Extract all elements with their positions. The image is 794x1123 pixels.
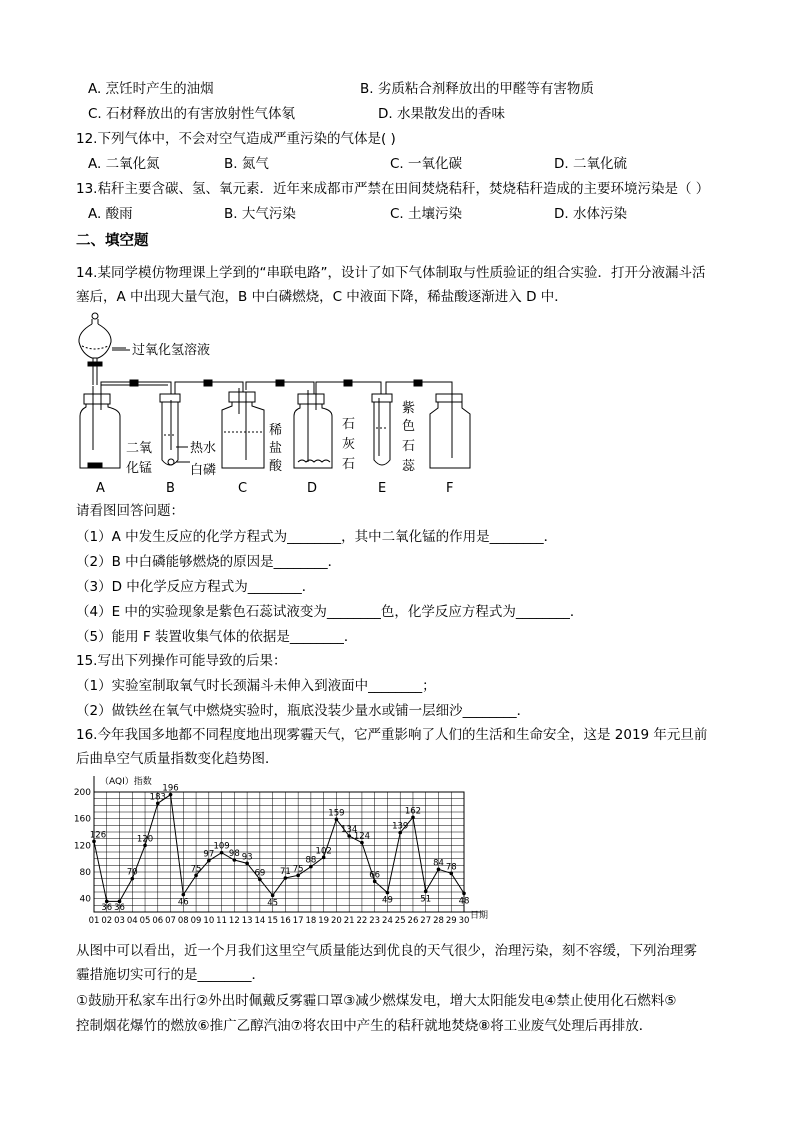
x-tick-label: 05 [139,916,151,926]
q16-stem-line1: 16.今年我国多地都不同程度地出现雾霾天气，它严重影响了人们的生活和生命安全，这是 2019 年元旦前 [76,727,708,743]
x-tick-label: 03 [114,916,125,926]
q14-prompt: 请看图回答问题： [76,503,184,519]
q15-sub2: （2）做铁丝在氧气中燃烧实验时，瓶底没装少量水或铺一层细沙________． [76,703,531,719]
y-tick-label: 80 [79,868,91,878]
x-tick-label: 02 [101,916,113,926]
x-tick-label: 29 [445,916,457,926]
data-label: 75 [190,864,202,875]
x-tick-label: 21 [343,916,355,926]
label-e2: 色 [402,419,416,434]
data-label: 124 [353,831,371,842]
q13-option-b: B. 大气污染 [224,206,296,222]
aqi-chart-svg [72,768,492,934]
letter-b: B [166,481,175,496]
data-point [182,893,186,897]
x-tick-label: 04 [126,916,138,926]
aqi-chart [72,768,492,934]
data-label: 75 [292,864,304,875]
data-label: 36 [101,903,113,913]
funnel-label: 过氧化氢溶液 [132,343,211,358]
y-tick-label: 160 [73,814,91,825]
data-point [271,894,275,898]
label-d2: 灰 [342,437,356,452]
letter-d: D [307,481,318,496]
q14-sub3: （3）D 中化学反应方程式为________． [76,579,316,595]
data-label: 139 [392,821,409,832]
x-tick-label: 22 [356,916,368,926]
data-label: 51 [420,894,432,905]
data-label: 183 [149,792,166,803]
x-tick-label: 27 [420,916,432,926]
q16-stem-line2: 后曲阜空气质量指数变化趋势图． [76,751,279,767]
x-tick-label: 24 [382,916,393,926]
label-c1: 稀 [269,423,283,438]
x-tick-label: 19 [318,916,330,926]
x-tick-label: 26 [407,916,419,926]
data-point [386,891,390,895]
data-point [424,890,428,894]
x-tick-label: 28 [433,916,444,926]
y-tick-label: 200 [73,788,91,798]
x-tick-label: 12 [228,916,240,926]
data-label: 49 [382,895,393,906]
data-label: 134 [341,825,358,835]
letter-e: E [378,481,387,496]
data-label: 196 [162,783,179,794]
q12-stem: 12.下列气体中，不会对空气造成严重污染的气体是( ) [76,131,396,147]
q12-option-b: B. 氮气 [224,156,269,172]
y-axis-label: （AQI）指数 [100,777,152,787]
x-tick-label: 14 [254,916,266,926]
q16-measures-line1: ①鼓励开私家车出行②外出时佩戴反雾霾口罩③减少燃煤发电，增大太阳能发电④禁止使用化石燃料⑤ [76,993,677,1009]
label-d1: 石 [342,417,356,432]
q12-option-a: A. 二氧化氮 [88,156,160,172]
section-title: 二、填空题 [76,233,149,249]
data-label: 98 [228,849,240,859]
x-tick-label: 20 [330,916,342,926]
data-label: 88 [305,855,317,866]
x-tick-label: 06 [152,916,164,926]
x-tick-label: 01 [88,916,100,926]
label-c2: 盐 [269,441,283,456]
x-tick-label: 23 [369,916,381,926]
q11-option-d: D. 水果散发出的香味 [378,106,505,122]
label-e3: 石 [402,439,416,454]
x-tick-label: 11 [216,916,228,926]
q14-sub2: （2）B 中白磷能够燃烧的原因是________． [76,554,342,570]
q15-sub1: （1）实验室制取氧气时长颈漏斗未伸入到液面中________； [76,678,436,694]
letter-c: C [238,481,248,496]
q14-sub4: （4）E 中的实验现象是紫色石蕊试液变为________色，化学反应方程式为________． [76,604,584,620]
data-label: 78 [445,862,457,873]
apparatus-diagram [76,310,476,498]
label-d3: 石 [342,457,356,472]
q15-stem: 15.写出下列操作可能导致的后果： [76,653,287,669]
data-label: 71 [279,867,291,877]
x-tick-label: 30 [458,916,470,926]
y-tick-label: 40 [79,894,91,905]
q12-option-d: D. 二氧化硫 [554,156,627,172]
data-label: 48 [458,896,470,907]
data-label: 69 [254,868,266,879]
label-a1: 二氧 [126,441,153,456]
data-label: 126 [89,830,107,841]
data-label: 162 [404,806,422,817]
data-label: 97 [203,849,215,860]
q11-option-b: B. 劣质粘合剂释放出的甲醛等有害物质 [360,81,594,97]
data-point [462,892,466,896]
x-tick-label: 09 [190,916,202,926]
x-tick-label: 08 [177,916,189,926]
x-tick-label: 25 [394,916,406,926]
x-tick-label: 10 [203,916,215,926]
q14-stem-line1: 14.某同学模仿物理课上学到的“串联电路”，设计了如下气体制取与性质验证的组合实验．打开分液漏斗活 [76,265,706,281]
x-tick-label: 18 [305,916,317,926]
q12-option-c: C. 一氧化碳 [390,156,463,172]
q13-option-c: C. 土壤污染 [390,206,463,222]
label-b2: 白磷 [190,463,217,478]
label-a2: 化锰 [126,461,153,476]
data-label: 70 [126,867,138,878]
label-b1: 热水 [190,441,217,456]
x-tick-label: 13 [241,916,253,926]
y-tick-label: 120 [73,841,91,852]
x-tick-label: 17 [292,916,304,926]
data-label: 93 [241,852,253,863]
q14-sub5: （5）能用 F 装置收集气体的依据是________． [76,629,358,645]
data-label: 109 [213,841,230,852]
label-e4: 蕊 [402,459,416,474]
q14-sub1: （1）A 中发生反应的化学方程式为________，其中二氧化锰的作用是________． [76,529,558,545]
label-c3: 酸 [269,459,283,474]
data-label: 120 [136,834,154,845]
letter-f: F [446,481,454,496]
q16-after-line2: 霾措施切实可行的是________． [76,967,265,983]
x-axis-label: 日期 [470,911,489,921]
q13-option-d: D. 水体污染 [554,206,627,222]
q16-after-line1: 从图中可以看出，近一个月我们这里空气质量能达到优良的天气很少，治理污染，刻不容缓，下列治理雾 [76,943,697,959]
q14-stem-line2: 塞后，A 中出现大量气泡，B 中白磷燃烧，C 中液面下降，稀盐酸逐渐进入 D 中． [76,289,568,305]
x-tick-label: 16 [279,916,291,926]
x-tick-label: 07 [165,916,176,926]
data-label: 84 [433,858,444,869]
x-tick-label: 15 [267,916,279,926]
data-label: 102 [315,846,332,857]
letter-a: A [96,481,105,496]
data-label: 46 [177,897,189,908]
label-e1: 紫 [402,401,416,416]
q11-option-a: A. 烹饪时产生的油烟 [88,81,214,97]
data-label: 45 [267,898,279,909]
data-label: 159 [328,808,345,819]
data-label: 66 [369,870,381,881]
q13-option-a: A. 酸雨 [88,206,133,222]
data-label: 36 [114,903,125,913]
q11-option-c: C. 石材释放出的有害放射性气体氡 [88,106,296,122]
q13-stem: 13.秸秆主要含碳、氢、氧元素．近年来成都市严禁在田间焚烧秸秆，焚烧秸秆造成的主要环境污染是（ ） [76,181,710,197]
q16-measures-line2: 控制烟花爆竹的燃放⑥推广乙醇汽油⑦将农田中产生的秸秆就地焚烧⑧将工业废气处理后再排放． [76,1018,653,1034]
